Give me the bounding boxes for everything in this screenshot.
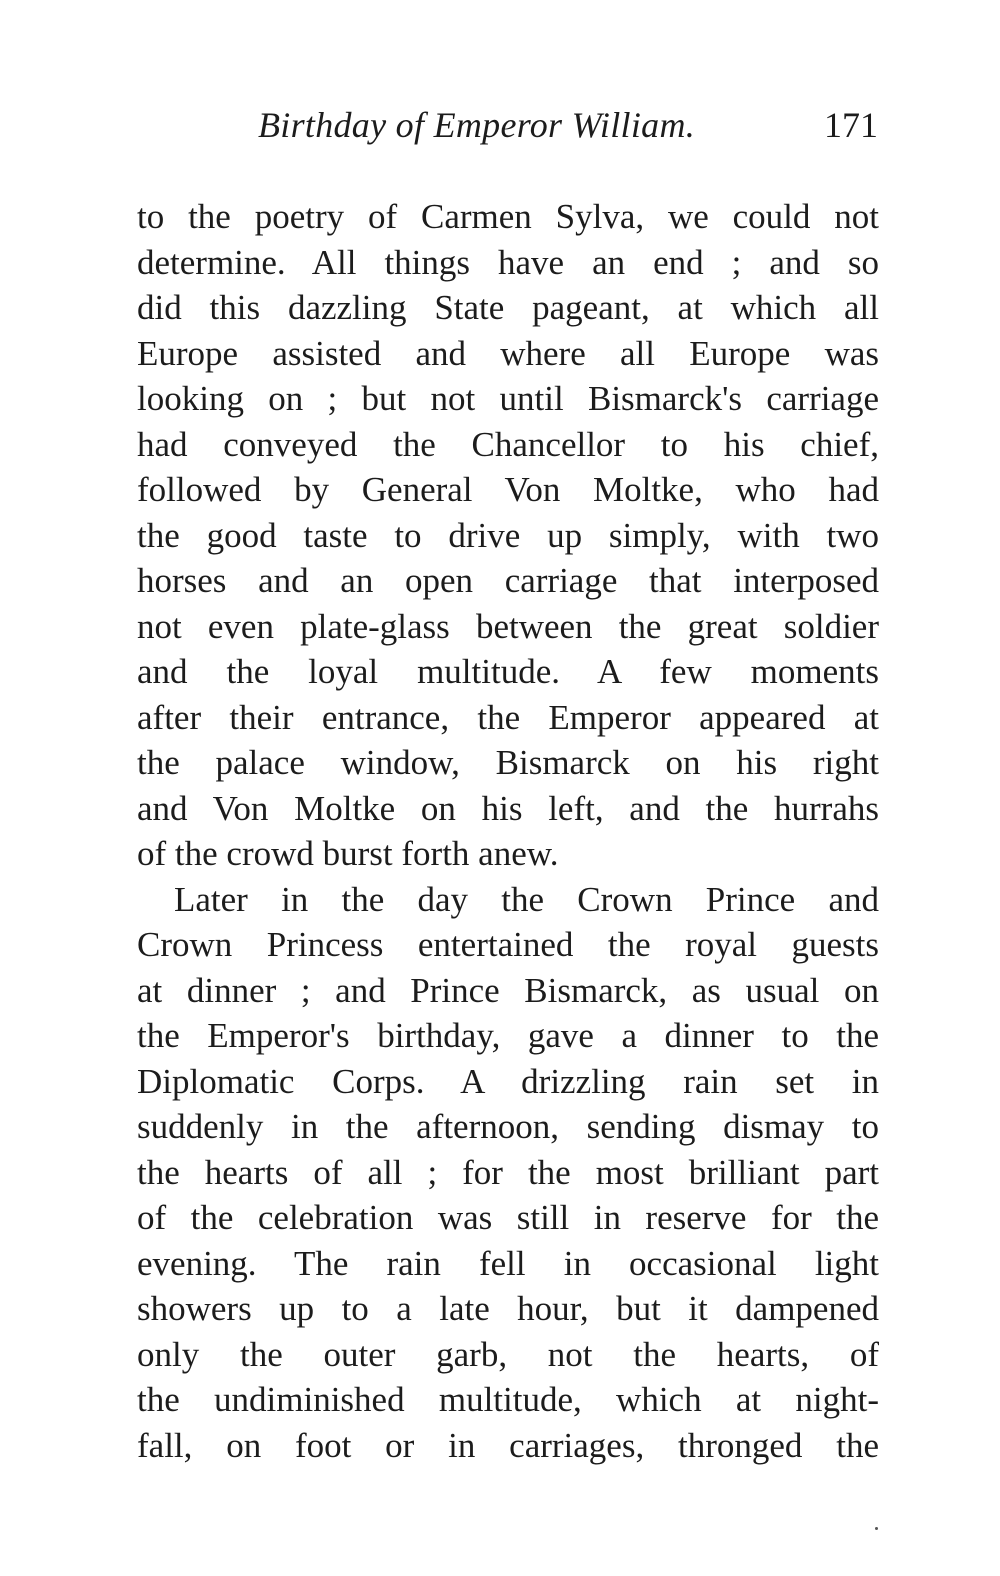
text-line: did this dazzling State pageant, at which all	[137, 288, 879, 327]
text-line: Later in the day the Crown Prince and	[174, 879, 879, 919]
text-line: and the loyal multitude. A few moments	[137, 652, 879, 691]
running-head-title: Birthday of Emperor William.	[258, 105, 696, 145]
text-line: the hearts of all ; for the most brilliant part	[137, 1152, 879, 1192]
text-line: Crown Princess entertained the royal guests	[137, 925, 879, 964]
text-line: after their entrance, the Emperor appeared at	[137, 697, 879, 737]
page-number: 171	[824, 105, 878, 145]
text-line: the undiminished multitude, which at night-	[137, 1380, 879, 1419]
text-line: Diplomatic Corps. A drizzling rain set in	[137, 1061, 879, 1101]
text-line: horses and an open carriage that interposed	[137, 561, 879, 600]
text-line: suddenly in the afternoon, sending dismay to	[137, 1107, 879, 1146]
text-line: the palace window, Bismarck on his right	[137, 743, 879, 782]
text-line: followed by General Von Moltke, who had	[137, 470, 879, 509]
text-line: the Emperor's birthday, gave a dinner to the	[137, 1016, 879, 1055]
text-line: of the celebration was still in reserve for the	[137, 1198, 879, 1237]
text-line: Europe assisted and where all Europe was	[137, 333, 879, 373]
text-line: looking on ; but not until Bismarck's carriage	[137, 379, 879, 418]
text-line: fall, on foot or in carriages, thronged the	[137, 1425, 879, 1465]
paragraph	[137, 194, 879, 877]
text-line: only the outer garb, not the hearts, of	[137, 1334, 879, 1374]
text-line: of the crowd burst forth anew.	[137, 834, 559, 873]
page-header	[0, 100, 1000, 150]
text-line: not even plate-glass between the great soldier	[137, 606, 879, 646]
text-line: evening. The rain fell in occasional light	[137, 1243, 879, 1283]
text-line: determine. All things have an end ; and so	[137, 242, 879, 282]
text-line: showers up to a late hour, but it dampened	[137, 1289, 879, 1328]
text-line: to the poetry of Carmen Sylva, we could not	[137, 197, 879, 236]
body-text	[137, 194, 879, 1468]
text-line: and Von Moltke on his left, and the hurrahs	[137, 788, 879, 828]
paragraph	[137, 877, 879, 1469]
print-speck	[875, 1527, 878, 1530]
text-line: at dinner ; and Prince Bismarck, as usual on	[137, 970, 879, 1010]
text-line: had conveyed the Chancellor to his chief,	[137, 424, 879, 464]
text-line: the good taste to drive up simply, with two	[137, 515, 879, 555]
